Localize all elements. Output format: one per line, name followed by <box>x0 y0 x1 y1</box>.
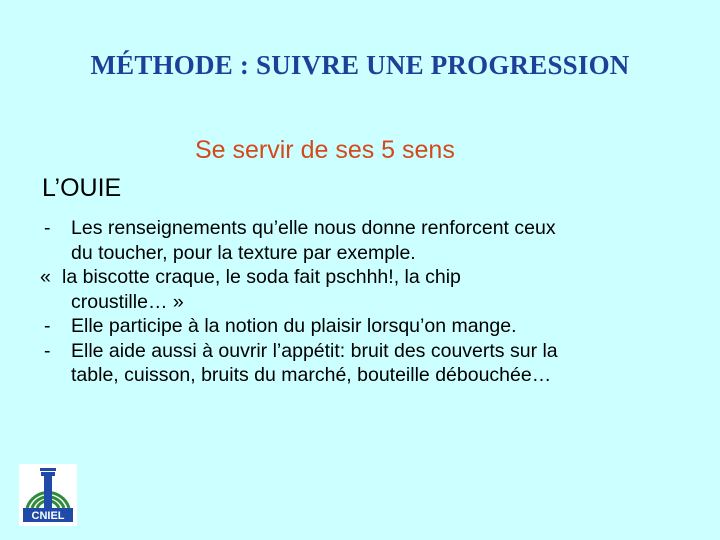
list-item-continuation <box>44 241 684 266</box>
list-item <box>44 314 684 339</box>
list-item-text: croustille… » <box>71 290 184 313</box>
bullet-marker: « <box>40 266 51 288</box>
slide-subtitle: Se servir de ses 5 sens <box>195 136 455 164</box>
list-item <box>44 216 684 241</box>
list-item-text: la biscotte craque, le soda fait pschhh!, la chip <box>62 266 461 288</box>
list-item-text: table, cuisson, bruits du marché, bouteille débouchée… <box>71 364 552 386</box>
list-item-continuation <box>44 290 684 315</box>
list-item <box>44 339 684 364</box>
list-item <box>40 265 680 290</box>
cniel-logo <box>19 464 77 526</box>
slide-title: MÉTHODE : SUIVRE UNE PROGRESSION <box>90 50 630 80</box>
list-item-text: Les renseignements qu’elle nous donne renforcent ceux <box>71 217 556 239</box>
bullet-marker: - <box>44 339 51 362</box>
bullet-list <box>40 216 684 388</box>
logo-text: CNIEL <box>31 510 65 522</box>
cniel-logo-icon <box>19 464 77 526</box>
list-item-text: Elle participe à la notion du plaisir lorsqu’on mange. <box>71 315 517 337</box>
list-item-text: Elle aide aussi à ouvrir l’appétit: bruit des couverts sur la <box>71 339 558 362</box>
bullet-marker: - <box>44 217 51 239</box>
section-heading: L’OUIE <box>42 174 122 202</box>
list-item-continuation <box>44 363 684 388</box>
bullet-marker: - <box>44 315 51 337</box>
list-item-text: du toucher, pour la texture par exemple. <box>71 241 416 264</box>
